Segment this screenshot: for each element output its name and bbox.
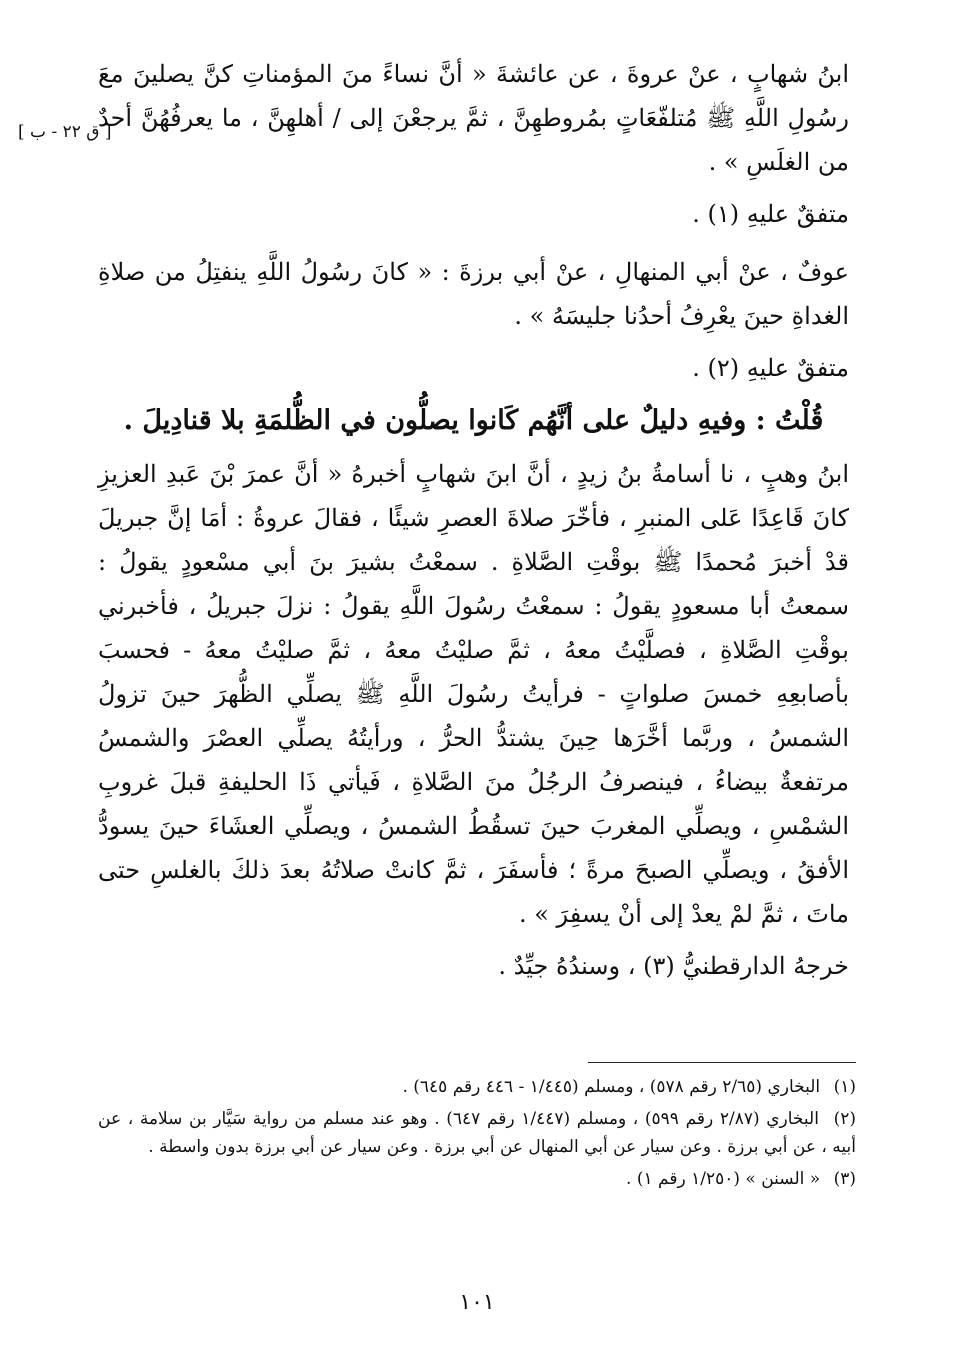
- footnote-3: [98, 1165, 856, 1193]
- main-text: [98, 52, 849, 988]
- hadith-aisha-text: ابنُ شهابٍ ، عنْ عروةَ ، عن عائشةَ « أنَّ نساءً منَ المؤمناتِ كنَّ يصلينَ معَ رسُولِ اللَّهِ ﷺ مُتلفّعَاتٍ بمُروطهِنَّ ، ثمَّ يرجعْنَ إلى / أهلهِنَّ ، ما يعرفُهُنَّ أحدٌ من الغلَسِ » .: [98, 60, 849, 176]
- footnote-number: (١): [833, 1077, 856, 1097]
- hadith-aisha: [98, 52, 849, 184]
- footnote-text: البخاري (٢/٦٥ رقم ٥٧٨) ، ومسلم (١/٤٤٥ - ٤٤٦ رقم ٦٤٥) .: [402, 1077, 821, 1097]
- hadith-abi-barza-reference: متفقٌ عليهِ (٢) .: [692, 354, 849, 382]
- footnote-1: [98, 1073, 856, 1101]
- footnote-divider: [588, 1062, 856, 1063]
- author-comment-heading: قُلْتُ : وفيهِ دليلٌ على أنَّهُم كَانوا يصلُّون في الظُّلمَةِ بلا قنادِيلَ .: [123, 405, 824, 436]
- footnote-text: البخاري (٢/٨٧ رقم ٥٩٩) ، ومسلم (١/٤٤٧ رقم ٦٤٧) . وهو عند مسلم من رواية سَيَّار بن سلامة ، عن أبيه ، عن أبي برزة . وعن سيار عن أبي المنهال عن أبي برزة . وعن سيار عن أبي برزة بدون واسطة .: [98, 1109, 856, 1157]
- hadith-ibn-wahb-text: ابنُ وهبٍ ، نا أسامةُ بنُ زيدٍ ، أنَّ ابنَ شهابٍ أخبرهُ « أنَّ عمرَ بْنَ عَبدِ العزيزِ كانَ قَاعِدًا عَلى المنبرِ ، فأخّرَ صلاةَ العصرِ شيئًا ، فقالَ عروةُ : أمَا إنَّ جبريلَ قدْ أخبرَ مُحمدًا ﷺ بوقْتِ الصَّلاةِ . سمعْتُ بشيرَ بنَ أبي مسْعودٍ يقولُ : سمعتُ أبا مسعودٍ يقولُ : سمعْتُ رسُولَ اللَّهِ يقولُ : نزلَ جبريلُ ، فأخبرني بوقْتِ الصَّلاةِ ، فصلَّيْتُ معهُ ، ثمَّ صليْتُ معهُ ، ثمَّ صليْتُ معهُ - فحسبَ بأصابعِهِ خمسَ صلواتٍ - فرأيتُ رسُولَ اللَّهِ ﷺ يصلِّي الظُّهرَ حينَ تزولُ الشمسُ ، وربَّما أخَّرَها حِينَ يشتدُّ الحرُّ ، ورأيتُهُ يصلِّي العصْرَ والشمسُ مرتفعةٌ بيضاءُ ، فينصرفُ الرجُلُ منَ الصَّلاةِ ، فَيأتي ذَا الحليفةِ قبلَ غروبِ الشمْسِ ، ويصلِّي المغربَ حينَ تسقُطُ الشمسُ ، ويصلِّي العشَاءَ حينَ يسودُّ الأفقُ ، ويصلِّي الصبحَ مرةً ؛ فأسفَرَ ، ثمَّ كانتْ صلاتُهُ بعدَ ذلكَ بالغلسِ حتى ماتَ ، ثمَّ لمْ يعدْ إلى أنْ يسفِرَ » .: [98, 460, 850, 928]
- page-number: ١٠١: [459, 1290, 495, 1315]
- footnote-number: (٢): [833, 1109, 856, 1129]
- hadith-ibn-wahb: [98, 452, 849, 936]
- manuscript-folio-reference: [ ق ٢٢ - ب ]: [18, 122, 112, 142]
- hadith-aisha-reference: متفقٌ عليهِ (١) .: [692, 200, 849, 228]
- footnote-number: (٣): [833, 1169, 856, 1189]
- hadith-ibn-wahb-reference: خرجهُ الدارقطنيُّ (٣) ، وسندُهُ جيِّدٌ .: [498, 952, 849, 980]
- footnotes: [98, 1073, 856, 1197]
- hadith-abi-barza-text: عوفٌ ، عنْ أبي المنهالِ ، عنْ أبي برزةَ : « كانَ رسُولُ اللَّهِ ينفتِلُ من صلاةِ الغداةِ حينَ يعْرِفُ أحدُنا جليسَهُ » .: [98, 258, 849, 330]
- footnote-2: [98, 1105, 856, 1161]
- footnote-text: « السنن » (١/٢٥٠ رقم ١) .: [626, 1169, 821, 1189]
- hadith-abi-barza: [98, 250, 849, 338]
